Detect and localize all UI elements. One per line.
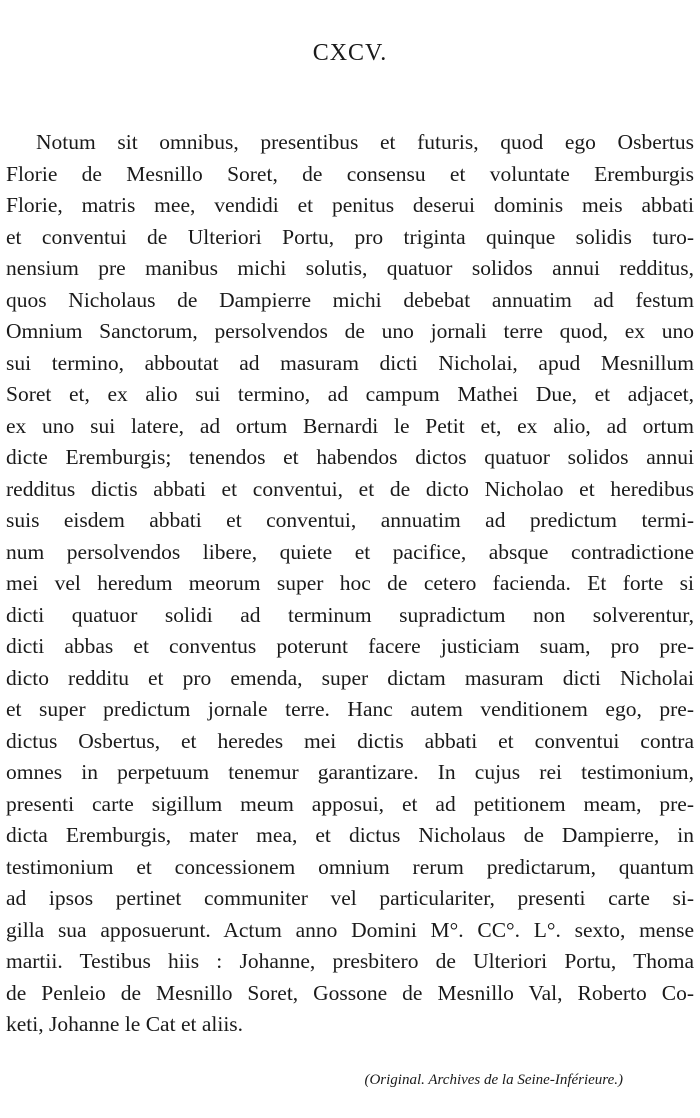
text-line: et super predictum jornale terre. Hanc autem venditionem ego, pre-	[6, 697, 694, 721]
text-line: Florie de Mesnillo Soret, de consensu et voluntate Eremburgis	[6, 161, 694, 186]
source-note: (Original. Archives de la Seine-Inférieure.)	[364, 1072, 623, 1088]
charter-text	[6, 127, 694, 1041]
charter-number: CXCV.	[312, 40, 388, 66]
text-line: et conventui de Ulteriori Portu, pro triginta quinque solidis turo-	[6, 224, 694, 249]
text-line: num persolvendos libere, quiete et pacifice, absque contradictione	[6, 539, 694, 564]
text-line: Florie, matris mee, vendidi et penitus deserui dominis meis abbati	[6, 193, 694, 217]
text-line: dicti quatuor solidi ad terminum supradictum non solverentur,	[6, 602, 694, 627]
text-line: nensium pre manibus michi solutis, quatuor solidos annui redditus,	[6, 256, 694, 280]
text-line: dicte Eremburgis; tenendos et habendos dictos quatuor solidos annui	[6, 445, 694, 469]
text-line: sui termino, abboutat ad masuram dicti Nicholai, apud Mesnillum	[6, 350, 694, 375]
text-line: Soret et, ex alio sui termino, ad campum Mathei Due, et adjacet,	[6, 382, 694, 406]
text-line: de Penleio de Mesnillo Soret, Gossone de Mesnillo Val, Roberto Co-	[6, 980, 694, 1005]
text-line: dicto redditu et pro emenda, super dictam masuram dicti Nicholai	[6, 665, 694, 690]
text-line: redditus dictis abbati et conventui, et de dicto Nicholao et heredibus	[6, 476, 694, 501]
text-line: Omnium Sanctorum, persolvendos de uno jornali terre quod, ex uno	[6, 319, 694, 343]
text-line: omnes in perpetuum tenemur garantizare. In cujus rei testimonium,	[6, 760, 694, 784]
text-line: testimonium et concessionem omnium rerum predictarum, quantum	[6, 854, 694, 879]
text-line: suis eisdem abbati et conventui, annuatim ad predictum termi-	[6, 508, 694, 532]
text-line: ad ipsos pertinet communiter vel particulariter, presenti carte si-	[6, 886, 694, 910]
text-line: keti, Johanne le Cat et aliis.	[6, 1012, 244, 1036]
text-line: dictus Osbertus, et heredes mei dictis abbati et conventui contra	[6, 728, 694, 753]
text-line: presenti carte sigillum meum apposui, et ad petitionem meam, pre-	[6, 791, 694, 816]
text-line: dicti abbas et conventus poterunt facere justiciam suam, pro pre-	[6, 634, 694, 658]
text-line: Notum sit omnibus, presentibus et futuris, quod ego Osbertus	[36, 130, 694, 154]
text-line: quos Nicholaus de Dampierre michi debebat annuatim ad festum	[6, 287, 694, 312]
text-line: mei vel heredum meorum super hoc de cetero facienda. Et forte si	[6, 571, 694, 595]
text-line: martii. Testibus hiis : Johanne, presbitero de Ulteriori Portu, Thoma	[6, 949, 694, 973]
text-line: ex uno sui latere, ad ortum Bernardi le Petit et, ex alio, ad ortum	[6, 413, 694, 438]
text-line: gilla sua apposuerunt. Actum anno Domini M°. CC°. L°. sexto, mense	[6, 917, 694, 942]
text-line: dicta Eremburgis, mater mea, et dictus Nicholaus de Dampierre, in	[6, 823, 694, 847]
